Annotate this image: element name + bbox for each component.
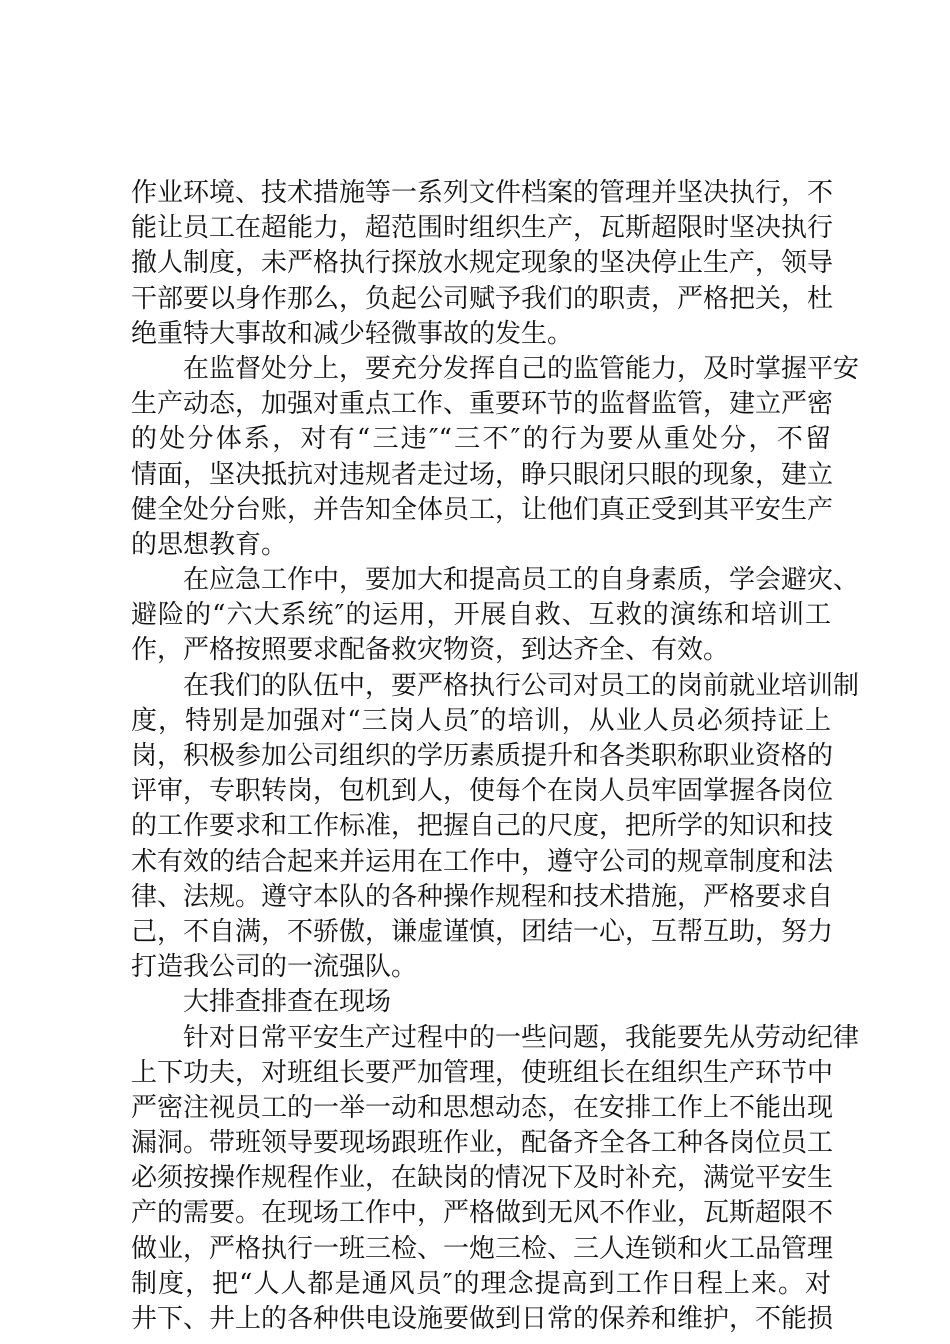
text-line: 己，不自满，不骄傲，谦虚谨慎，团结一心，互帮互助，努力 (131, 916, 834, 947)
text-line: 必须按操作规程作业，在缺岗的情况下及时补充，满觉平安生 (131, 1163, 834, 1194)
text-line: 避险的“六大系统″的运用，开展自救、互救的演练和培训工 (131, 600, 831, 631)
text-line: 情面，坚决抵抗对违规者走过场，睁只眼闭只眼的现象，建立 (131, 459, 834, 490)
section-heading: 大排查排查在现场 (183, 987, 392, 1018)
text-line: 术有效的结合起来并运用在工作中，遵守公司的规章制度和法 (131, 846, 834, 877)
text-line: 上下功夫，对班组长要严加管理，使班组长在组织生产环节中 (131, 1057, 834, 1088)
text-line: 律、法规。遵守本队的各种操作规程和技术措施，严格要求自 (131, 881, 834, 912)
text-line: 漏洞。带班领导要现场跟班作业，配备齐全各工种各岗位员工 (131, 1128, 834, 1159)
text-line: 岗，积极参加公司组织的学历素质提升和各类职称职业资格的 (131, 741, 834, 771)
text-line: 作，严格按照要求配备救灾物资，到达齐全、有效。 (131, 635, 730, 666)
text-line: 打造我公司的一流强队。 (131, 952, 418, 983)
text-line: 健全处分台账，并告知全体员工，让他们真正受到其平安生产 (131, 494, 834, 525)
text-line: 的工作要求和工作标准，把握自己的尺度，把所学的知识和技 (131, 811, 834, 842)
text-line: 产的需要。在现场工作中，严格做到无风不作业，瓦斯超限不 (131, 1198, 834, 1229)
paragraph-first-line: 在应急工作中，要加大和提高员工的自身素质，学会避灾、 (183, 565, 860, 596)
text-line: 度，特别是加强对“三岗人员″的培训，从业人员必须持证上 (131, 705, 831, 736)
text-line: 能让员工在超能力，超范围时组织生产，瓦斯超限时坚决执行 (131, 213, 834, 244)
text-line: 生产动态，加强对重点工作、重要环节的监督监管，建立严密 (131, 389, 834, 420)
text-line: 作业环境、技术措施等一系列文件档案的管理并坚决执行，不 (131, 178, 834, 208)
document-body (131, 176, 860, 1337)
text-line: 的处分体系，对有“三违″“三不″的行为要从重处分，不留 (131, 424, 831, 455)
text-line: 评审，专职转岗，包机到人，使每个在岗人员牢固掌握各岗位 (131, 776, 834, 807)
text-line: 严密注视员工的一举一动和思想动态，在安排工作上不能出现 (131, 1092, 834, 1123)
text-line: 的思想教育。 (131, 529, 288, 560)
text-line: 井下、井上的各种供电设施要做到日常的保养和维护，不能损 (131, 1304, 834, 1334)
text-line: 绝重特大事故和减少轻微事故的发生。 (131, 318, 574, 349)
text-line: 干部要以身作那么，负起公司赋予我们的职责，严格把关，杜 (131, 283, 834, 314)
text-line: 制度，把“人人都是通风员″的理念提高到工作日程上来。对 (131, 1268, 831, 1299)
text-line: 撤人制度，未严格执行探放水规定现象的坚决停止生产，领导 (131, 248, 834, 279)
paragraph-first-line: 在我们的队伍中，要严格执行公司对员工的岗前就业培训制 (183, 670, 860, 701)
text-line: 做业，严格执行一班三检、一炮三检、三人连锁和火工品管理 (131, 1233, 834, 1264)
paragraph-first-line: 针对日常平安生产过程中的一些问题，我能要先从劳动纪律 (183, 1022, 860, 1053)
paragraph-first-line: 在监督处分上，要充分发挥自己的监管能力，及时掌握平安 (183, 353, 860, 384)
